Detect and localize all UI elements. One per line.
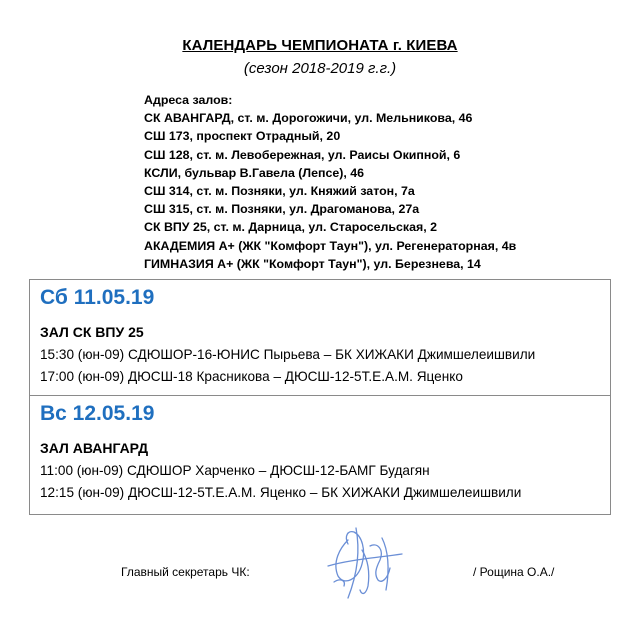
secretary-label: Главный секретарь ЧК:	[121, 565, 250, 579]
address-item: СК АВАНГАРД, ст. м. Дорогожичи, ул. Мельникова, 46	[144, 111, 473, 126]
address-item: ГИМНАЗИЯ А+ (ЖК "Комфорт Таун"), ул. Березнева, 14	[144, 256, 481, 271]
addresses-heading: Адреса залов:	[144, 93, 233, 107]
game-entry: 11:00 (юн-09) СДЮШОР Харченко – ДЮСШ-12-БАМГ Будагян	[40, 463, 430, 478]
address-item: СШ 173, проспект Отрадный, 20	[144, 129, 341, 144]
address-item: СК ВПУ 25, ст. м. Дарница, ул. Старосельская, 2	[144, 220, 437, 235]
day-block-saturday	[29, 279, 611, 396]
address-item: КСЛИ, бульвар В.Гавела (Лепсе), 46	[144, 165, 365, 180]
game-entry: 12:15 (юн-09) ДЮСШ-12-5Т.Е.А.М. Яценко – БК ХИЖАКИ Джимшелеишвили	[40, 485, 522, 500]
signature-image	[318, 520, 408, 608]
address-item: АКАДЕМИЯ А+ (ЖК "Комфорт Таун"), ул. Регенераторная, 4в	[144, 238, 517, 253]
hall-name: ЗАЛ СК ВПУ 25	[40, 324, 144, 340]
document-title: КАЛЕНДАРЬ ЧЕМПИОНАТА г. КИЕВА	[182, 37, 458, 54]
address-item: СШ 128, ст. м. Левобережная, ул. Раисы Окипной, 6	[144, 147, 461, 162]
day-block-sunday	[29, 396, 611, 515]
address-item: СШ 314, ст. м. Позняки, ул. Княжий затон, 7а	[144, 183, 415, 198]
game-entry: 15:30 (юн-09) СДЮШОР-16-ЮНИС Пырьева – БК ХИЖАКИ Джимшелеишвили	[40, 347, 536, 362]
day-date: Сб 11.05.19	[40, 286, 155, 309]
hall-name: ЗАЛ АВАНГАРД	[40, 440, 149, 456]
season-subtitle: (сезон 2018-2019 г.г.)	[243, 60, 397, 77]
day-date: Вс 12.05.19	[40, 402, 155, 425]
game-entry: 17:00 (юн-09) ДЮСШ-18 Красникова – ДЮСШ-12-5Т.Е.А.М. Яценко	[40, 369, 463, 384]
address-item: СШ 315, ст. м. Позняки, ул. Драгоманова, 27а	[144, 202, 420, 217]
hall-addresses	[144, 91, 516, 273]
secretary-name: / Рощина О.А./	[473, 565, 555, 579]
